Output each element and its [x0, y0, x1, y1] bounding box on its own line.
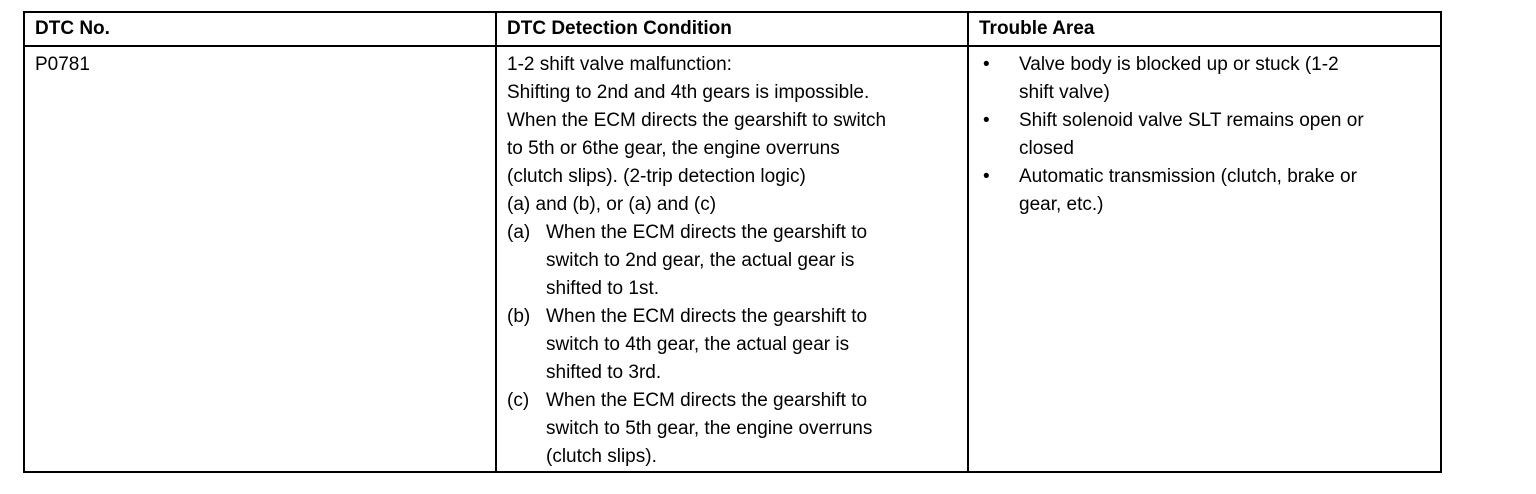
- condition-subitem-b: [507, 303, 957, 387]
- subitem-line: When the ECM directs the gearshift to: [546, 222, 868, 243]
- bullet-icon: •: [983, 110, 990, 131]
- detection-condition-cell: [496, 46, 968, 472]
- list-item: [979, 163, 1430, 219]
- condition-line: Shifting to 2nd and 4th gears is impossible.: [507, 82, 870, 103]
- subitem-line: switch to 4th gear, the actual gear is: [546, 334, 850, 355]
- list-item-line: Shift solenoid valve SLT remains open or: [1019, 110, 1364, 131]
- bullet-icon: •: [983, 166, 990, 187]
- list-item: [979, 51, 1430, 107]
- header-dtc-no: DTC No.: [24, 12, 496, 46]
- bullet-icon: •: [983, 54, 990, 75]
- dtc-no-cell: [24, 46, 496, 472]
- dtc-table: [23, 11, 1442, 473]
- trouble-area-list: [979, 51, 1430, 219]
- condition-subitem-a: [507, 219, 957, 303]
- condition-line: When the ECM directs the gearshift to switch: [507, 110, 887, 131]
- subitem-line: (clutch slips).: [546, 446, 657, 467]
- header-row: [24, 12, 1441, 46]
- table-row: [24, 46, 1441, 472]
- condition-subitem-c: [507, 387, 957, 471]
- subitem-tag: (b): [507, 306, 531, 327]
- subitem-line: When the ECM directs the gearshift to: [546, 390, 868, 411]
- subitem-line: switch to 2nd gear, the actual gear is: [546, 250, 855, 271]
- subitem-line: shifted to 3rd.: [546, 362, 662, 383]
- subitem-tag: (c): [507, 390, 530, 411]
- list-item-line: shift valve): [1019, 82, 1110, 103]
- list-item-line: Automatic transmission (clutch, brake or: [1019, 166, 1357, 187]
- header-detection-condition: DTC Detection Condition: [496, 12, 968, 46]
- subitem-tag: (a): [507, 222, 531, 243]
- condition-line: (a) and (b), or (a) and (c): [507, 194, 717, 215]
- list-item-line: Valve body is blocked up or stuck (1-2: [1019, 54, 1339, 75]
- subitem-line: When the ECM directs the gearshift to: [546, 306, 868, 327]
- list-item-line: gear, etc.): [1019, 194, 1104, 215]
- subitem-line: switch to 5th gear, the engine overruns: [546, 418, 873, 439]
- condition-line: 1-2 shift valve malfunction:: [507, 54, 732, 75]
- condition-line: to 5th or 6the gear, the engine overruns: [507, 138, 840, 159]
- trouble-area-cell: [968, 46, 1441, 472]
- list-item: [979, 107, 1430, 163]
- header-trouble-area: Trouble Area: [968, 12, 1441, 46]
- dtc-code: P0781: [35, 54, 90, 75]
- condition-line: (clutch slips). (2-trip detection logic): [507, 166, 806, 187]
- list-item-line: closed: [1019, 138, 1074, 159]
- subitem-line: shifted to 1st.: [546, 278, 660, 299]
